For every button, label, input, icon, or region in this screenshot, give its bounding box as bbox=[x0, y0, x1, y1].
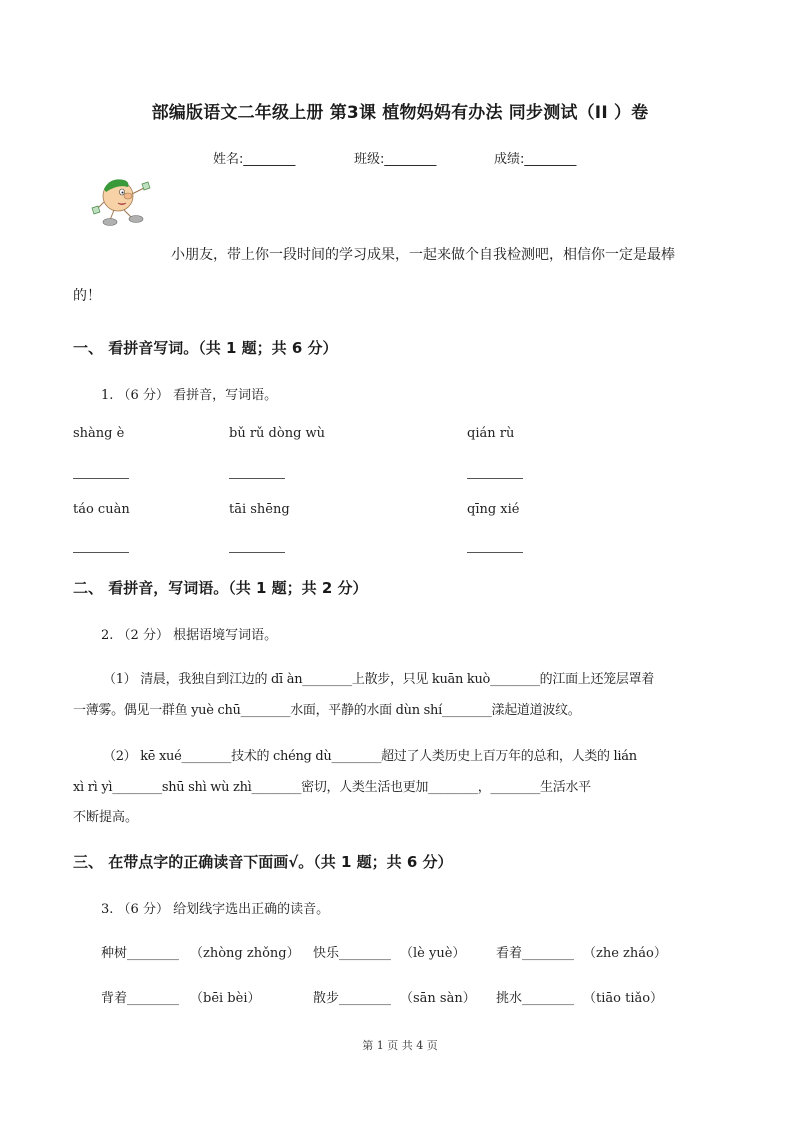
answer-blank[interactable] bbox=[467, 478, 523, 479]
pinyin-item: táo cuàn bbox=[73, 502, 130, 517]
choice-word: 挑水________ bbox=[496, 991, 575, 1006]
choice-options[interactable]: （sān sàn） bbox=[400, 991, 476, 1006]
choice-word: 种树________ bbox=[101, 946, 180, 961]
paragraph-1-line-2: 一薄雾。偶见一群鱼 yuè chū________水面，平静的水面 dùn shí________漾起道道波纹。 bbox=[73, 703, 581, 718]
answer-blank[interactable] bbox=[73, 552, 129, 553]
pinyin-item: qīng xié bbox=[467, 502, 520, 517]
paragraph-2-line-3: 不断提高。 bbox=[73, 810, 139, 825]
score-field[interactable]: 成绩:________ bbox=[494, 152, 577, 167]
choice-word: 快乐________ bbox=[313, 946, 392, 961]
intro-line-1: 小朋友，带上你一段时间的学习成果，一起来做个自我检测吧，相信你一定是最棒 bbox=[171, 247, 675, 263]
section-2-heading: 二、 看拼音，写词语。（共 1 题；共 2 分） bbox=[73, 579, 368, 597]
pinyin-item: bǔ rǔ dòng wù bbox=[229, 426, 326, 441]
paragraph-2-line-2: xì rì yì________shū shì wù zhì________密切，人类生活也更加________，________生活水平 bbox=[73, 780, 591, 795]
pinyin-item: shàng è bbox=[73, 426, 125, 441]
answer-blank[interactable] bbox=[229, 552, 285, 553]
class-field[interactable]: 班级:________ bbox=[354, 152, 437, 167]
section-1-heading: 一、 看拼音写词。（共 1 题；共 6 分） bbox=[73, 339, 338, 357]
section-3-heading: 三、 在带点字的正确读音下面画√。（共 1 题；共 6 分） bbox=[73, 853, 453, 871]
choice-options[interactable]: （bēi bèi） bbox=[190, 991, 261, 1006]
choice-word: 背着________ bbox=[101, 991, 180, 1006]
page-footer: 第 1 页 共 4 页 bbox=[362, 1039, 438, 1052]
pinyin-item: tāi shēng bbox=[229, 502, 290, 517]
question-3: 3. （6 分） 给划线字选出正确的读音。 bbox=[101, 902, 330, 917]
choice-word: 看着________ bbox=[496, 946, 575, 961]
question-2: 2. （2 分） 根据语境写词语。 bbox=[101, 628, 278, 643]
choice-word: 散步________ bbox=[313, 991, 392, 1006]
answer-blank[interactable] bbox=[73, 478, 129, 479]
question-1: 1. （6 分） 看拼音，写词语。 bbox=[101, 388, 278, 403]
choice-options[interactable]: （lè yuè） bbox=[400, 946, 466, 961]
paragraph-1-line-1: （1） 清晨，我独自到江边的 dī àn________上散步，只见 kuān kuò________的江面上还笼层罩着 bbox=[103, 672, 654, 687]
page-title: 部编版语文二年级上册 第3课 植物妈妈有办法 同步测试（II ）卷 bbox=[151, 103, 649, 123]
answer-blank[interactable] bbox=[229, 478, 285, 479]
choice-options[interactable]: （zhòng zhǒng） bbox=[190, 946, 300, 961]
intro-line-2: 的！ bbox=[73, 288, 101, 304]
choice-options[interactable]: （tiāo tiǎo） bbox=[583, 991, 664, 1006]
pinyin-item: qián rù bbox=[467, 426, 515, 441]
paragraph-2-line-1: （2） kē xué________技术的 chéng dù________超过了人类历史上百万年的总和，人类的 lián bbox=[103, 749, 637, 764]
name-field[interactable]: 姓名:________ bbox=[213, 152, 296, 167]
answer-blank[interactable] bbox=[467, 552, 523, 553]
choice-options[interactable]: （zhe zháo） bbox=[583, 946, 667, 961]
cartoon-boy-mascot-icon bbox=[88, 172, 156, 228]
